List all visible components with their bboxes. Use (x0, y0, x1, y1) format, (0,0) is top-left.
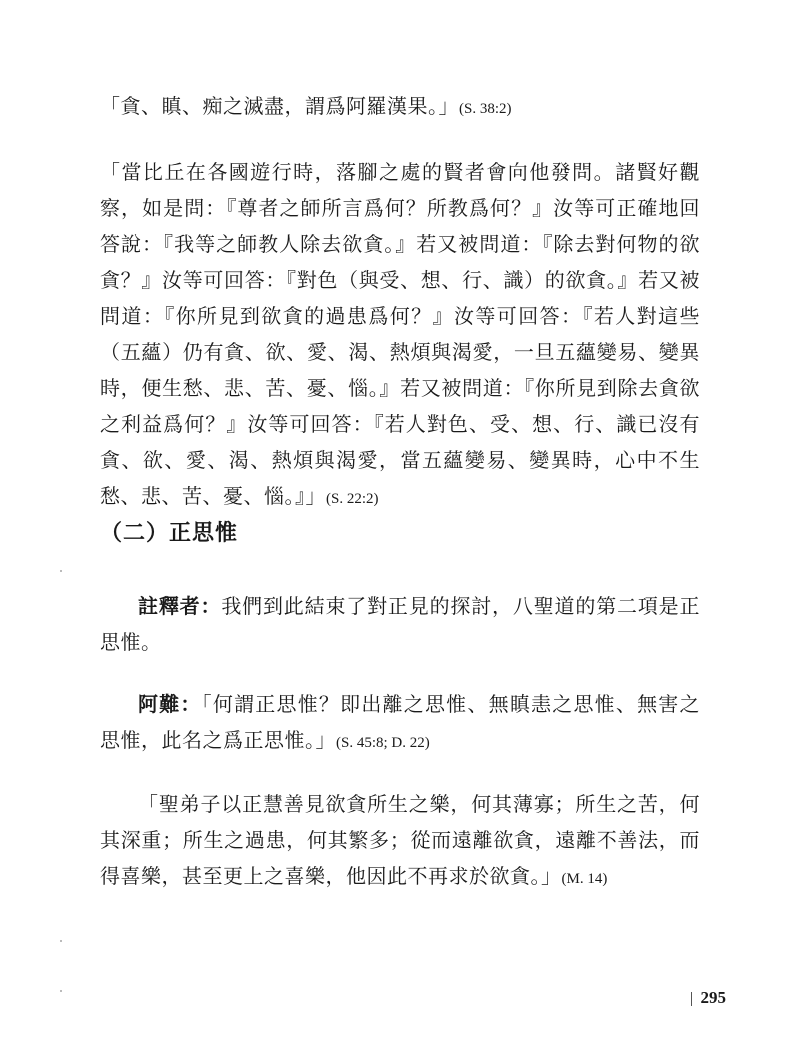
ananda-paragraph (100, 686, 700, 761)
quote-3-citation: (M. 14) (561, 871, 608, 887)
commentary-speaker: 註釋者： (138, 594, 222, 618)
quote-2-text: 「當比丘在各國遊行時，落腳之處的賢者會向他發問。諸賢好觀察，如是問：『尊者之師所言爲何？所教爲何？』汝等可正確地回答說：『我等之師教人除去欲貪。』若又被問道：『除去對何物的欲貪？』汝等可回答：『對色（與受、想、行、識）的欲貪。』若又被問道：『你所見到欲貪的過患爲何？』汝等可回答：『若人對這些（五蘊）仍有貪、欲、愛、渴、熱煩與渴愛，一旦五蘊變易、變異時，便生愁、悲、苦、憂、惱。』若又被問道：『你所見到除去貪欲之利益爲何？』汝等可回答：『若人對色、受、想、行、識已沒有貪、欲、愛、渴、熱煩與渴愛，當五蘊變易、變異時，心中不生愁、悲、苦、憂、惱。』」 (100, 160, 700, 508)
ananda-citation: (S. 45:8; D. 22) (336, 735, 430, 751)
quote-3-text: 「聖弟子以正慧善見欲貪所生之樂，何其薄寡；所生之苦，何其深重；所生之過患，何其繁多；從而遠離欲貪，遠離不善法，而得喜樂，甚至更上之喜樂，他因此不再求於欲貪。」 (100, 792, 700, 888)
commentary-paragraph (100, 588, 700, 660)
scan-speck (60, 570, 62, 572)
quote-2-citation: (S. 22:2) (326, 491, 379, 507)
ananda-speaker: 阿難： (138, 692, 202, 716)
ananda-text: 「何謂正思惟？即出離之思惟、無瞋恚之思惟、無害之思惟，此名之爲正思惟。」 (100, 692, 701, 752)
quote-1-citation: (S. 38:2) (459, 101, 512, 117)
scan-speck (60, 990, 62, 992)
quote-paragraph-2 (100, 154, 700, 517)
commentary-text: 我們到此結束了對正見的探討，八聖道的第二項是正思惟。 (100, 594, 701, 654)
quote-paragraph-1 (100, 88, 700, 127)
quote-1-text: 「貪、瞋、痴之滅盡，謂爲阿羅漢果。」 (100, 94, 459, 118)
page-number: 295 (700, 988, 726, 1007)
section-heading: （二）正思惟 (100, 521, 239, 546)
page-number-divider (691, 992, 692, 1006)
scan-speck (60, 940, 62, 942)
quote-paragraph-3 (100, 786, 700, 897)
